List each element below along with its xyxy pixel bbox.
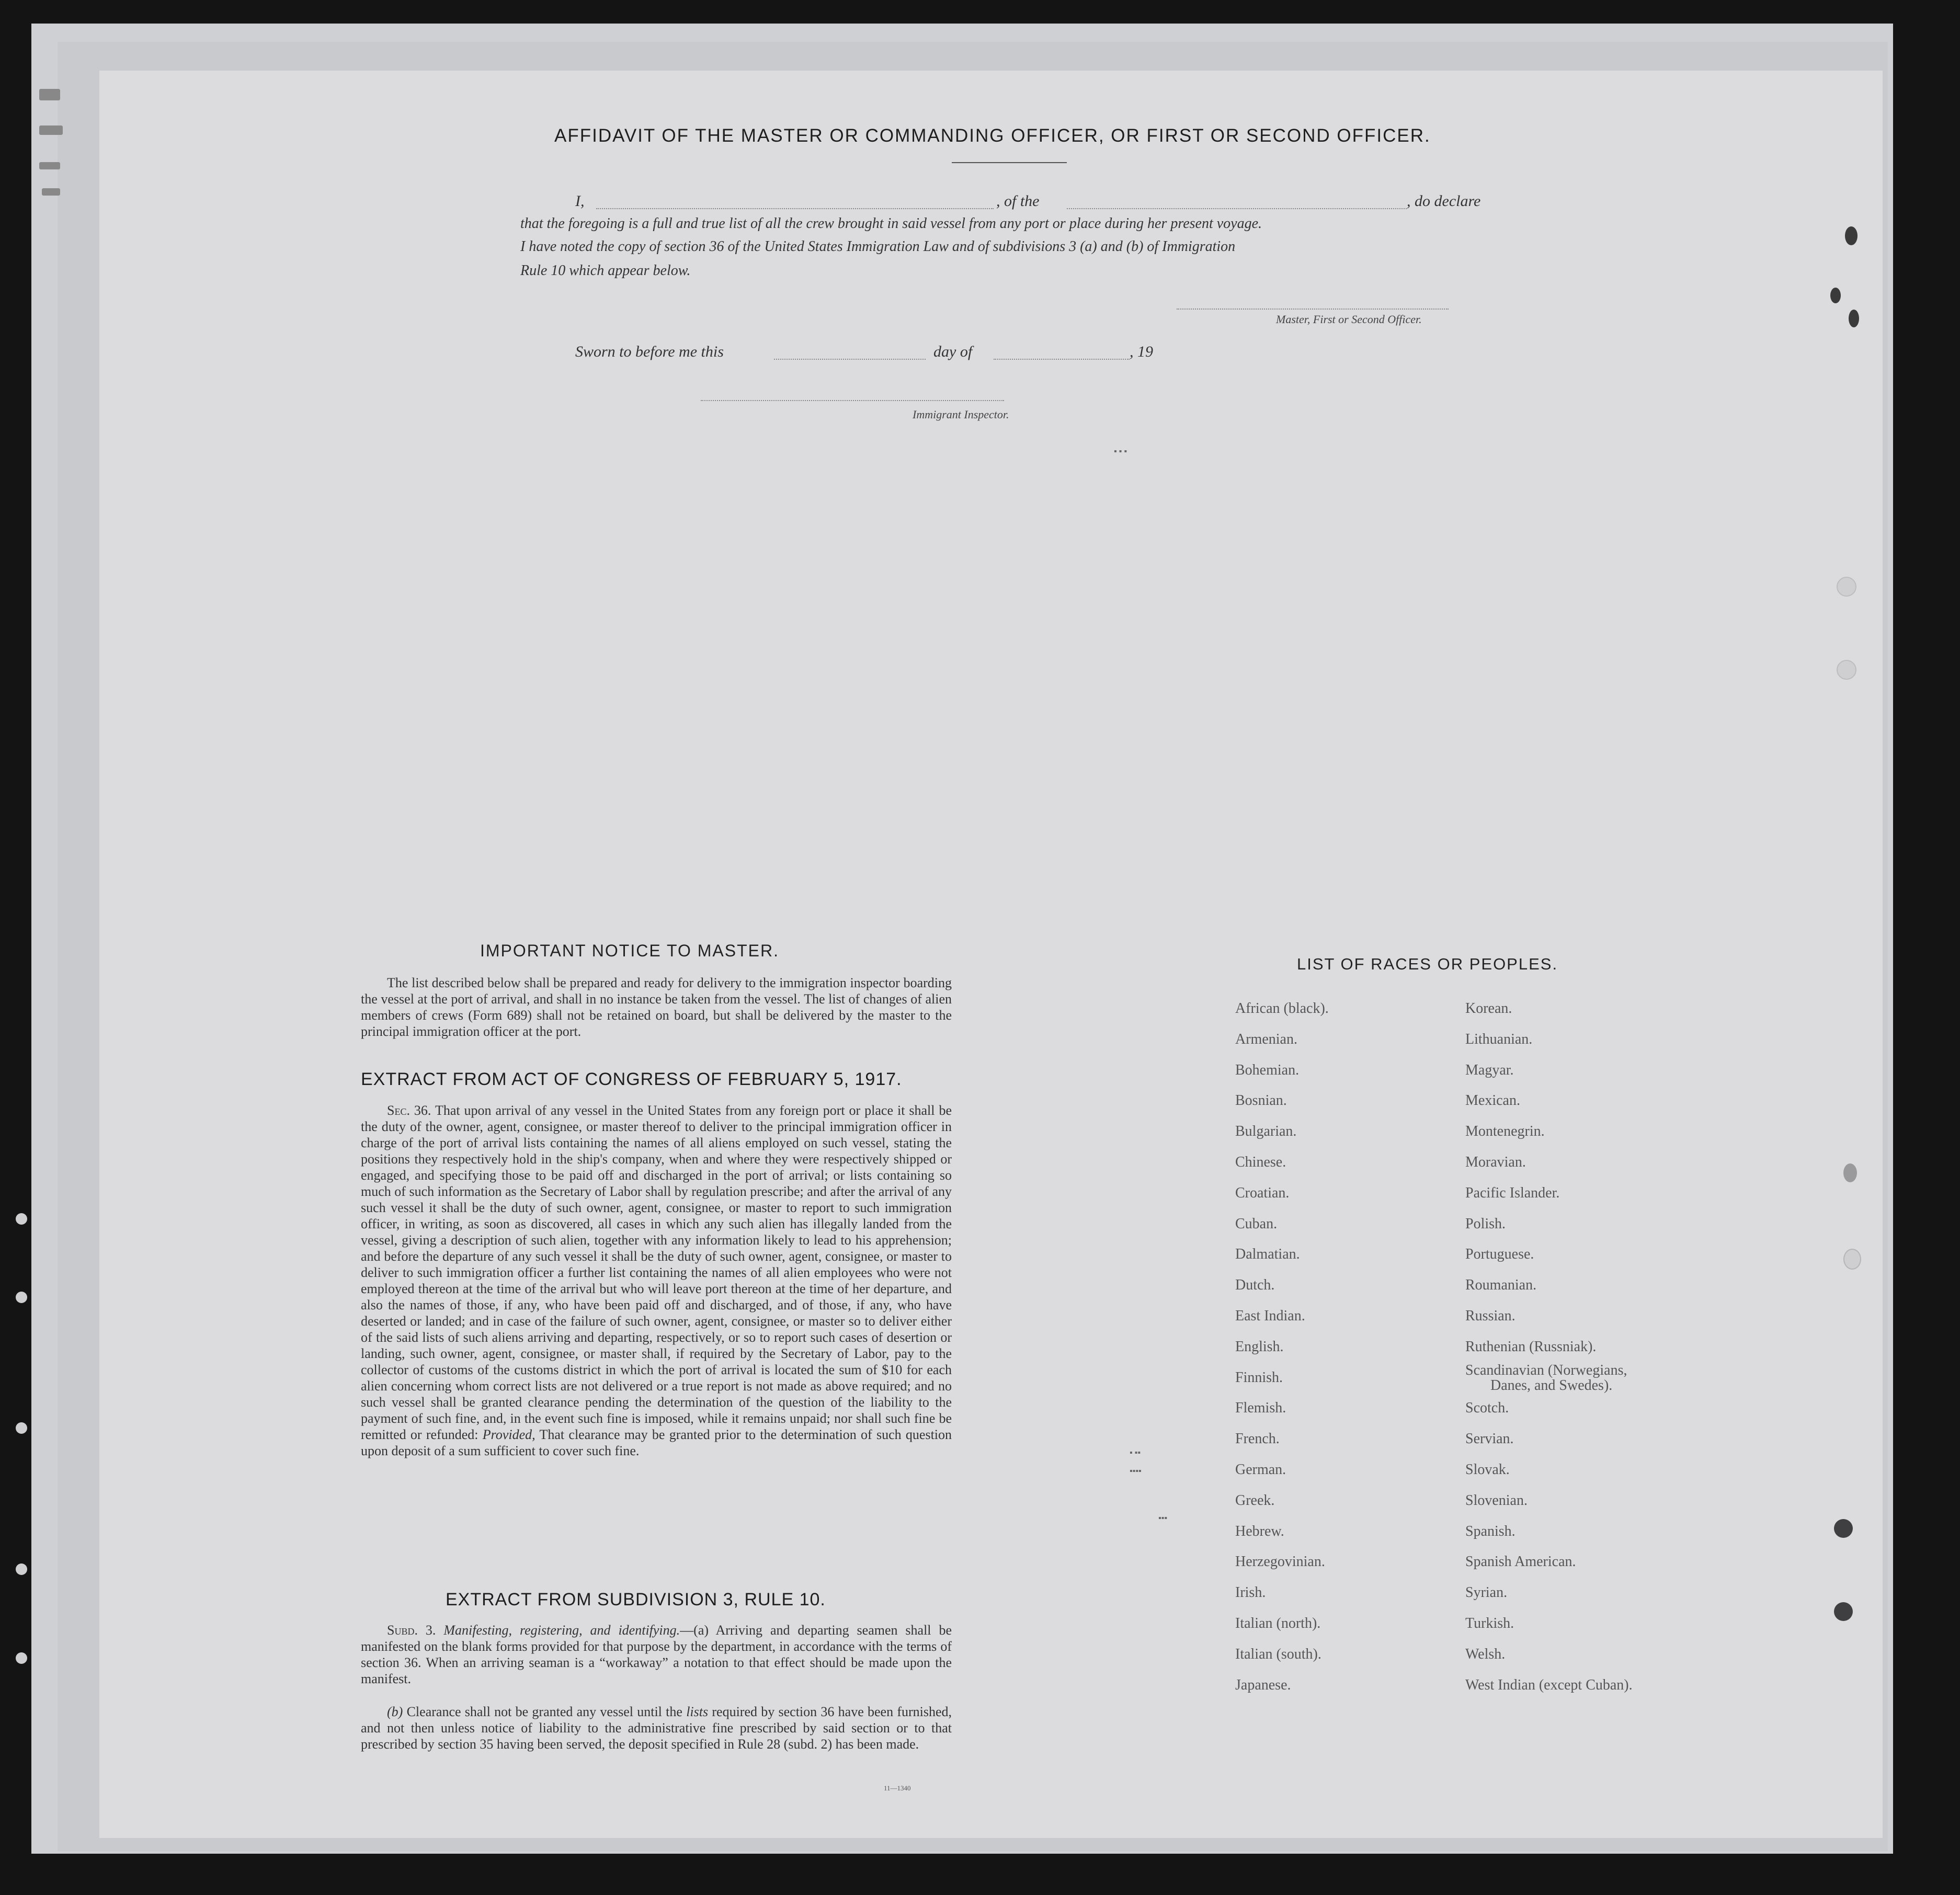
edge-mark <box>42 188 60 196</box>
race-item: Scandinavian (Norwegians, Danes, and Swedes). <box>1465 1362 1627 1394</box>
race-item: Dutch. <box>1235 1277 1275 1294</box>
affidavit-line-4: Rule 10 which appear below. <box>520 262 691 279</box>
race-item: Magyar. <box>1465 1061 1514 1078</box>
race-item: Finnish. <box>1235 1369 1283 1386</box>
notice-text: The list described below shall be prepared and ready for delivery to the immigration inspector boarding the vessel at the port of arrival, and shall in no instance be taken from the vessel. The list of changes of alien members of crews (Form 689) shall not be retained on board, but shall be delivered by the master to the principal immigration officer at the port. <box>361 975 952 1039</box>
title-underline <box>952 162 1067 163</box>
inspector-signature-line[interactable] <box>701 400 1004 401</box>
race-item: Pacific Islander. <box>1465 1184 1560 1201</box>
affidavit-of-the-label: , of the <box>996 192 1040 210</box>
affidavit-title: AFFIDAVIT OF THE MASTER OR COMMANDING OFFICER, OR FIRST OR SECOND OFFICER. <box>554 125 1431 146</box>
faint-stamp-mark: ▪▪▪ <box>1158 1514 1168 1523</box>
race-item: Slovenian. <box>1465 1492 1528 1509</box>
race-item: Mexican. <box>1465 1092 1520 1109</box>
binder-hole <box>16 1563 27 1575</box>
race-item: Servian. <box>1465 1431 1514 1447</box>
binder-hole <box>16 1422 27 1434</box>
rule-subd-label: Subd. 3. <box>387 1623 436 1638</box>
race-item: Armenian. <box>1235 1031 1297 1047</box>
rule-text-a <box>361 1622 952 1687</box>
race-item: German. <box>1235 1461 1286 1478</box>
act-body: That upon arrival of any vessel in the United States from any foreign port or place it shall be the duty of the owner, agent, consignee, or master thereof to deliver to the principal immigration officer in charge of the port of arrival lists containing the names of all aliens employed on such vessel, stating the positions they respectively hold in the ship's company, when and where they were respectively shipped or engaged, and specifying those to be paid off and discharged in the port of arrival; or lists containing so much of such information as the Secretary of Labor shall by regulation prescribe; and after the arrival of any such vessel it shall be the duty of such owner, agent, consignee, or master to report to such immigration officer, in writing, as soon as discovered, all cases in which any such alien has illegally landed from the vessel, giving a description of such alien, together with any information likely to lead to his apprehension; and before the departure of any such vessel it shall be the duty of such owner, agent, consignee, or master to deliver to such immigration officer a further list containing the names of all alien employees who were not employed thereon at the time of the arrival but who will leave port thereon at the time of her departure, and also the names of those, if any, who have been paid off and discharged, and of those, if any, who have deserted or landed; and in case of the failure of such owner, agent, consignee, or master so to deliver either of the said lists of such aliens arriving and departing, respectively, or so to report such cases of desertion or landing, such owner, agent, consignee, or master shall, if required by the Secretary of Labor, pay to the collector of customs of the customs district in which the port of arrival is located the sum of $10 for each alien concerning whom correct lists are not delivered or a true report is not made as above required; and no such vessel shall be granted clearance pending the determination of the question of the liability to the payment of such fine, and, in the event such fine is imposed, while it remains unpaid; nor shall such fine be remitted or refunded: <box>361 1103 952 1442</box>
race-item: Roumanian. <box>1465 1277 1537 1294</box>
race-item: Welsh. <box>1465 1646 1506 1662</box>
race-item: Italian (south). <box>1235 1646 1321 1662</box>
race-item: Portuguese. <box>1465 1246 1534 1263</box>
race-item: Korean. <box>1465 1000 1512 1017</box>
binder-hole <box>16 1213 27 1225</box>
act-sec-label: Sec. 36. <box>387 1103 431 1118</box>
race-item: Montenegrin. <box>1465 1123 1545 1140</box>
affidavit-i-label: I, <box>575 192 585 210</box>
races-right-column <box>1465 994 1685 1700</box>
rule-b-label: (b) <box>387 1704 403 1719</box>
race-item: Moravian. <box>1465 1154 1526 1170</box>
notice-heading: IMPORTANT NOTICE TO MASTER. <box>480 941 779 960</box>
name-blank-line[interactable] <box>596 208 994 209</box>
race-item: Flemish. <box>1235 1400 1286 1417</box>
race-item: Spanish. <box>1465 1523 1515 1539</box>
race-item: Cuban. <box>1235 1215 1278 1232</box>
race-item: Lithuanian. <box>1465 1031 1533 1047</box>
rule-text-b <box>361 1704 952 1752</box>
binder-hole <box>1830 288 1841 303</box>
rule-b-text-1: Clearance shall not be granted any vessel until the <box>406 1704 682 1719</box>
edge-mark <box>39 125 63 135</box>
race-item: Slovak. <box>1465 1461 1510 1478</box>
rule-heading: EXTRACT FROM SUBDIVISION 3, RULE 10. <box>446 1590 826 1609</box>
race-item: Hebrew. <box>1235 1523 1284 1539</box>
rule-subd-title: Manifesting, registering, and identifying. <box>443 1623 680 1638</box>
race-item: Herzegovinian. <box>1235 1554 1325 1570</box>
race-item: French. <box>1235 1431 1280 1447</box>
vessel-blank-line[interactable] <box>1067 208 1407 209</box>
sworn-day-blank-line[interactable] <box>774 359 926 360</box>
race-item: Dalmatian. <box>1235 1246 1300 1263</box>
binder-hole <box>1843 1249 1861 1270</box>
binder-hole <box>1837 660 1856 680</box>
races-heading: LIST OF RACES OR PEOPLES. <box>1297 955 1558 973</box>
edge-mark <box>39 89 60 100</box>
edge-mark <box>39 162 60 169</box>
form-number: 11—1340 <box>884 1784 911 1792</box>
race-item: East Indian. <box>1235 1307 1305 1324</box>
faint-stamp-mark: ▪ ▪▪ <box>1130 1448 1141 1457</box>
binder-hole <box>1845 226 1858 245</box>
race-item: Bulgarian. <box>1235 1123 1297 1140</box>
act-heading: EXTRACT FROM ACT OF CONGRESS OF FEBRUARY 5, 1917. <box>361 1069 902 1089</box>
race-item: Bohemian. <box>1235 1061 1300 1078</box>
race-item: Bosnian. <box>1235 1092 1287 1109</box>
faint-stamp-mark: ▪▪▪▪ <box>1130 1467 1142 1476</box>
affidavit-line-2: that the foregoing is a full and true list of all the crew brought in said vessel from any port or place during her present voyage. <box>520 215 1262 232</box>
rule-b-text-2: required by section 36 have been furnished, and not then unless notice of liability to the administrative fine prescribed by said section or to that prescribed by section 35 having been served, the deposit specified in Rule 28 (subd. 2) has been made. <box>361 1704 952 1752</box>
races-left-column <box>1235 994 1455 1700</box>
binder-hole <box>16 1292 27 1303</box>
act-proviso-word: Provided, <box>482 1427 535 1442</box>
act-proviso-text: That clearance may be granted prior to the determination of such question upon deposit of a sum sufficient to cover such fine. <box>361 1427 952 1458</box>
rule-b-lists: lists <box>686 1704 709 1719</box>
sworn-prefix: Sworn to before me this <box>575 343 724 360</box>
binder-hole <box>1843 1163 1857 1182</box>
sworn-day-of-label: day of <box>933 343 973 360</box>
act-text <box>361 1102 952 1459</box>
affidavit-line-3: I have noted the copy of section 36 of the United States Immigration Law and of subdivisions 3 (a) and (b) of Immigration <box>520 238 1236 255</box>
sworn-month-blank-line[interactable] <box>994 359 1130 360</box>
race-item: Ruthenian (Russniak). <box>1465 1338 1597 1355</box>
binder-hole <box>1849 310 1859 327</box>
race-item: Chinese. <box>1235 1154 1286 1170</box>
race-item: Irish. <box>1235 1584 1266 1601</box>
signature-blank-line[interactable] <box>1177 309 1449 310</box>
race-item: African (black). <box>1235 1000 1329 1017</box>
sworn-year-label: , 19 <box>1130 343 1153 360</box>
race-item: West Indian (except Cuban). <box>1465 1676 1633 1693</box>
binder-hole <box>16 1652 27 1664</box>
signature-label: Master, First or Second Officer. <box>1276 313 1422 326</box>
race-item: Greek. <box>1235 1492 1275 1509</box>
race-item: Russian. <box>1465 1307 1515 1324</box>
race-item: English. <box>1235 1338 1284 1355</box>
affidavit-do-declare-label: , do declare <box>1407 192 1481 210</box>
race-item: Croatian. <box>1235 1184 1290 1201</box>
race-item: Turkish. <box>1465 1615 1514 1631</box>
race-item: Japanese. <box>1235 1676 1291 1693</box>
faint-stamp-mark: ▪ ▪ ▪ <box>1114 447 1127 456</box>
inspector-label: Immigrant Inspector. <box>913 408 1009 421</box>
binder-hole <box>1834 1602 1853 1621</box>
race-item: Syrian. <box>1465 1584 1508 1601</box>
race-item: Italian (north). <box>1235 1615 1321 1631</box>
race-item: Spanish American. <box>1465 1554 1576 1570</box>
race-item: Scotch. <box>1465 1400 1509 1417</box>
race-item: Polish. <box>1465 1215 1506 1232</box>
rule-text-a-body: —(a) Arriving and departing seamen shall be manifested on the blank forms provided for that purpose by the department, in accordance with the terms of section 36. When an arriving seaman is a “workaway” a notation to that effect should be made upon the manifest. <box>361 1623 952 1686</box>
binder-hole <box>1834 1519 1853 1538</box>
binder-hole <box>1837 577 1856 597</box>
